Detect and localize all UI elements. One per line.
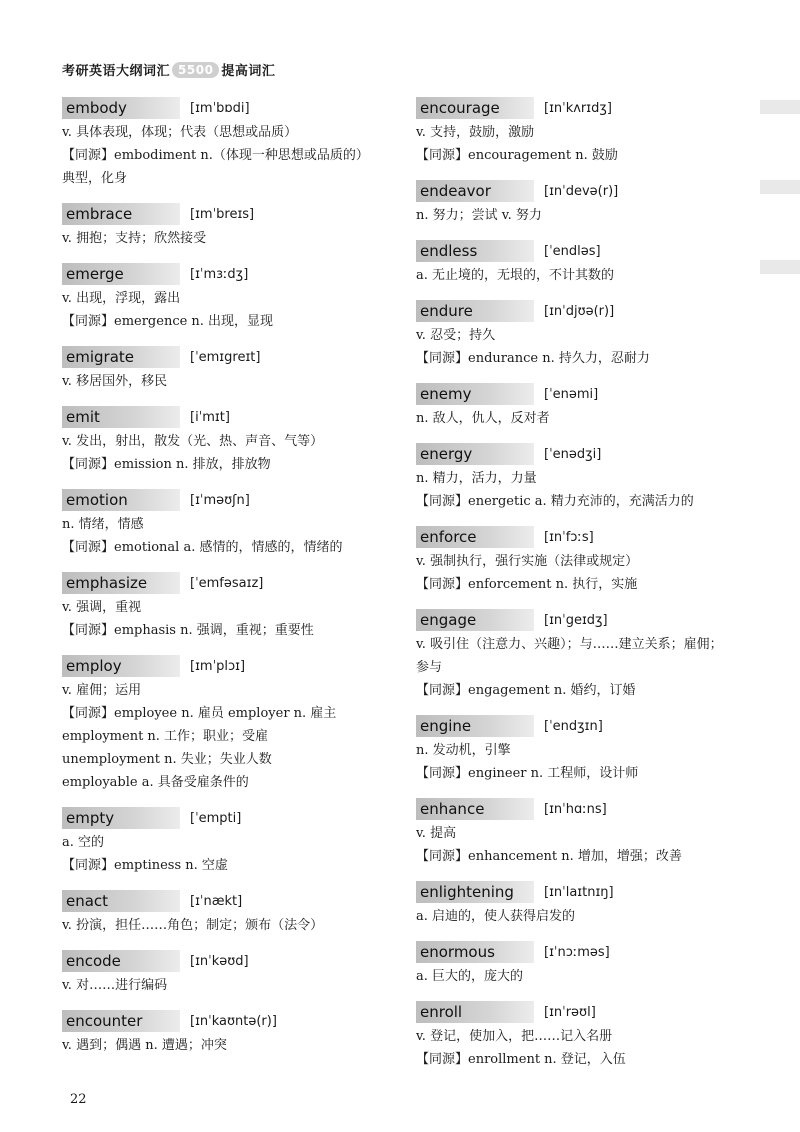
entry-headline (62, 654, 392, 678)
vocab-entry (62, 806, 392, 876)
cognate-line: 【同源】emergence n. 出现，显现 (62, 314, 274, 329)
right-column (416, 96, 756, 1083)
headword: engage (416, 609, 534, 631)
entry-headline (62, 889, 392, 913)
headword: enemy (416, 383, 534, 405)
headword: enact (62, 890, 180, 912)
cognate-line: 【同源】employee n. 雇员 employer n. 雇主 (62, 706, 337, 721)
definition-line: v. 拥抱；支持；欣然接受 (62, 231, 207, 246)
definition-line: n. 敌人，仇人，反对者 (416, 411, 550, 426)
headword: endure (416, 300, 534, 322)
phonetic: [ˈemfəsaɪz] (190, 575, 264, 591)
header-title: 考研英语大纲词汇 (62, 64, 171, 79)
entry-headline (416, 96, 756, 120)
headword: employ (62, 655, 180, 677)
definition-line: employable a. 具备受雇条件的 (62, 775, 249, 790)
entry-headline (62, 262, 392, 286)
vocab-entry (416, 179, 756, 226)
headword: encounter (62, 1010, 180, 1032)
headword: emit (62, 406, 180, 428)
phonetic: [ɪnˈkʌrɪdʒ] (544, 100, 612, 116)
phonetic: [ɪnˈrəʊl] (544, 1004, 596, 1020)
vocab-entry (416, 525, 756, 595)
left-column (62, 96, 392, 1069)
definition-line: n. 精力，活力，力量 (416, 471, 537, 486)
cognate-line: 【同源】encouragement n. 鼓励 (416, 148, 618, 163)
vocab-entry (416, 797, 756, 867)
vocab-entry (62, 96, 392, 189)
vocab-entry (416, 880, 756, 927)
entry-headline (62, 202, 392, 226)
headword: encourage (416, 97, 534, 119)
headword: energy (416, 443, 534, 465)
cognate-line: 【同源】energetic a. 精力充沛的，充满活力的 (416, 494, 694, 509)
entry-headline (62, 405, 392, 429)
entry-headline (416, 299, 756, 323)
cognate-line: 【同源】enrollment n. 登记，入伍 (416, 1052, 626, 1067)
entry-headline (416, 382, 756, 406)
bleed-through-mark (760, 260, 800, 274)
definition-line: employment n. 工作；职业；受雇 (62, 729, 269, 744)
vocab-entry (62, 202, 392, 249)
headword: enhance (416, 798, 534, 820)
phonetic: [ɪˈmɜːdʒ] (190, 266, 249, 282)
entry-headline (62, 571, 392, 595)
definition-line: a. 空的 (62, 835, 105, 850)
phonetic: [ɪˈnækt] (190, 893, 243, 909)
phonetic: [ˈenəmi] (544, 386, 599, 402)
definition-line: v. 登记，使加入，把……记入名册 (416, 1029, 613, 1044)
phonetic: [ɪˈnɔːməs] (544, 944, 610, 960)
phonetic: [ɪnˈgeɪdʒ] (544, 612, 608, 628)
phonetic: [ɪmˈplɔɪ] (190, 658, 246, 674)
vocab-entry (416, 382, 756, 429)
definition-line: v. 具体表现，体现；代表（思想或品质） (62, 125, 298, 140)
vocab-entry (62, 571, 392, 641)
vocab-entry (416, 96, 756, 166)
phonetic: [ˈendləs] (544, 243, 601, 259)
definition-line: n. 情绪，情感 (62, 517, 144, 532)
entry-headline (416, 797, 756, 821)
entry-headline (62, 949, 392, 973)
headword: encode (62, 950, 180, 972)
vocab-entry (416, 608, 756, 701)
headword: emphasize (62, 572, 180, 594)
phonetic: [ɪnˈfɔːs] (544, 529, 594, 545)
vocab-entry (416, 940, 756, 987)
vocab-entry (416, 714, 756, 784)
vocab-entry (62, 262, 392, 332)
headword: engine (416, 715, 534, 737)
definition-line: a. 巨大的，庞大的 (416, 969, 524, 984)
phonetic: [ɪnˈhɑːns] (544, 801, 607, 817)
headword: emotion (62, 489, 180, 511)
headword: emerge (62, 263, 180, 285)
headword: endless (416, 240, 534, 262)
phonetic: [ˈenədʒi] (544, 446, 602, 462)
header-subtitle: 提高词汇 (221, 64, 276, 79)
phonetic: [ɪmˈbɒdi] (190, 100, 250, 116)
cognate-line: 【同源】emptiness n. 空虚 (62, 858, 228, 873)
word-count-badge: 5500 (172, 62, 219, 78)
definition-line: v. 遇到；偶遇 n. 遭遇；冲突 (62, 1038, 227, 1053)
entry-headline (62, 1009, 392, 1033)
headword: emigrate (62, 346, 180, 368)
bleed-through-mark (760, 180, 800, 194)
definition-line: v. 对……进行编码 (62, 978, 168, 993)
vocab-entry (62, 345, 392, 392)
definition-line: 典型，化身 (62, 171, 128, 186)
entry-headline (62, 96, 392, 120)
phonetic: [ɪmˈbreɪs] (190, 206, 255, 222)
definition-line: unemployment n. 失业；失业人数 (62, 752, 272, 767)
vocab-entry (62, 654, 392, 793)
phonetic: [ɪnˈkaʊntə(r)] (190, 1013, 277, 1029)
entry-headline (416, 525, 756, 549)
phonetic: [ɪnˈlaɪtnɪŋ] (544, 884, 614, 900)
vocab-entry (62, 1009, 392, 1056)
entry-headline (416, 714, 756, 738)
vocab-entry (416, 442, 756, 512)
entry-headline (416, 1000, 756, 1024)
definition-line: a. 启迪的，使人获得启发的 (416, 909, 576, 924)
vocab-entry (62, 405, 392, 475)
definition-line: n. 发动机，引擎 (416, 743, 511, 758)
cognate-line: 【同源】enforcement n. 执行，实施 (416, 577, 638, 592)
definition-line: v. 吸引住（注意力、兴趣）；与……建立关系；雇佣； (416, 637, 723, 652)
definition-line: v. 提高 (416, 826, 457, 841)
definition-line: v. 强制执行，强行实施（法律或规定） (416, 554, 639, 569)
vocab-entry (416, 239, 756, 286)
phonetic: [iˈmɪt] (190, 409, 230, 425)
headword: endeavor (416, 180, 534, 202)
entry-headline (62, 806, 392, 830)
phonetic: [ɪnˈdjʊə(r)] (544, 303, 615, 319)
headword: enormous (416, 941, 534, 963)
cognate-line: 【同源】emotional a. 感情的，情感的，情绪的 (62, 540, 343, 555)
headword: embrace (62, 203, 180, 225)
cognate-line: 【同源】emission n. 排放，排放物 (62, 457, 271, 472)
cognate-line: 【同源】endurance n. 持久力，忍耐力 (416, 351, 650, 366)
cognate-line: 【同源】engineer n. 工程师，设计师 (416, 766, 639, 781)
definition-line: v. 扮演，担任……角色；制定；颁布（法令） (62, 918, 324, 933)
bleed-through-mark (760, 100, 800, 114)
definition-line: v. 出现，浮现，露出 (62, 291, 181, 306)
phonetic: [ɪˈməʊʃn] (190, 492, 250, 508)
headword: enroll (416, 1001, 534, 1023)
entry-headline (416, 179, 756, 203)
cognate-line: 【同源】enhancement n. 增加，增强；改善 (416, 849, 682, 864)
entry-headline (416, 880, 756, 904)
page-number: 22 (70, 1092, 87, 1107)
entry-headline (416, 239, 756, 263)
cognate-line: 【同源】emphasis n. 强调，重视；重要性 (62, 623, 314, 638)
entry-headline (62, 488, 392, 512)
definition-line: v. 忍受；持久 (416, 328, 496, 343)
definition-line: 参与 (416, 660, 443, 675)
running-header (62, 60, 275, 79)
vocab-entry (62, 949, 392, 996)
entry-headline (416, 608, 756, 632)
definition-line: v. 发出，射出，散发（光、热、声音、气等） (62, 434, 324, 449)
definition-line: v. 强调，重视 (62, 600, 142, 615)
phonetic: [ˈemɪgreɪt] (190, 349, 261, 365)
vocab-entry (416, 299, 756, 369)
phonetic: [ˈendʒɪn] (544, 718, 603, 734)
definition-line: v. 支持，鼓励，激励 (416, 125, 535, 140)
entry-headline (416, 940, 756, 964)
entry-headline (62, 345, 392, 369)
vocab-entry (416, 1000, 756, 1070)
vocab-entry (62, 889, 392, 936)
phonetic: [ˈempti] (190, 810, 242, 826)
definition-line: a. 无止境的，无垠的，不计其数的 (416, 268, 615, 283)
headword: enforce (416, 526, 534, 548)
cognate-line: 【同源】embodiment n.（体现一种思想或品质的） (62, 148, 369, 163)
entry-headline (416, 442, 756, 466)
definition-line: v. 移居国外，移民 (62, 374, 168, 389)
definition-line: n. 努力；尝试 v. 努力 (416, 208, 542, 223)
phonetic: [ɪnˈkəʊd] (190, 953, 249, 969)
headword: empty (62, 807, 180, 829)
vocab-entry (62, 488, 392, 558)
headword: embody (62, 97, 180, 119)
cognate-line: 【同源】engagement n. 婚约，订婚 (416, 683, 636, 698)
definition-line: v. 雇佣；运用 (62, 683, 142, 698)
headword: enlightening (416, 881, 534, 903)
phonetic: [ɪnˈdevə(r)] (544, 183, 619, 199)
